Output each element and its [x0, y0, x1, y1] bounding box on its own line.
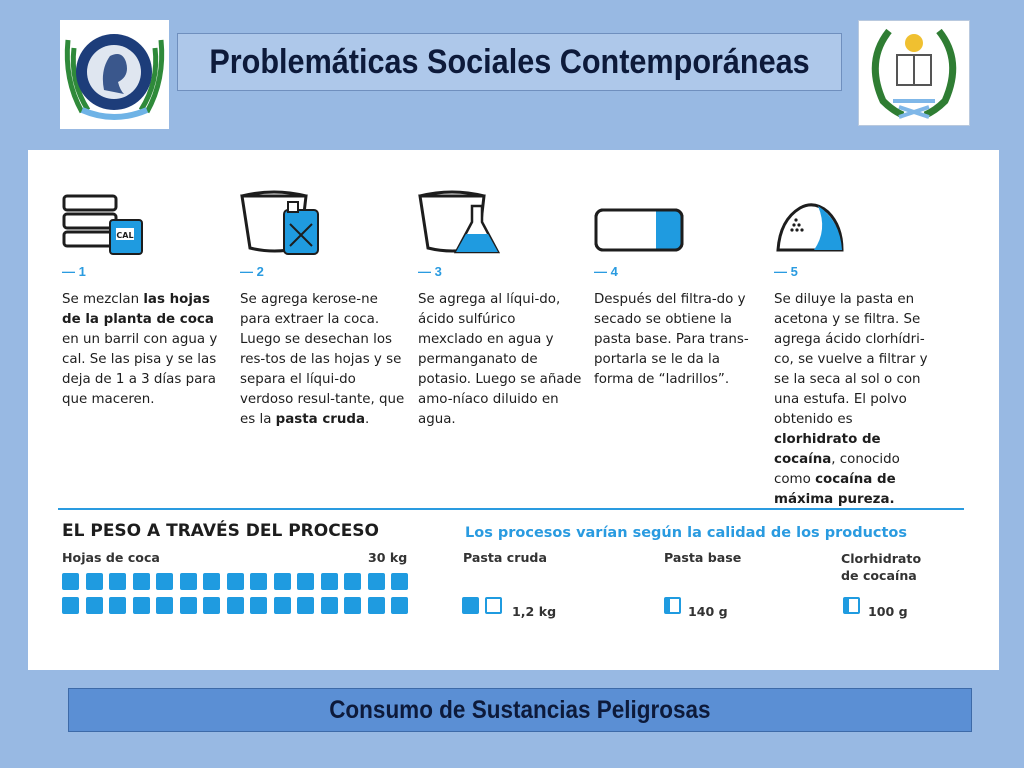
weight-square	[227, 573, 244, 590]
section-divider	[58, 508, 964, 510]
processes-section-title: Los procesos varían según la calidad de los productos	[465, 525, 908, 541]
step-number: — 3	[418, 264, 442, 279]
product-value-clorhidrato: 100 g	[868, 604, 908, 619]
weight-square	[321, 597, 338, 614]
weight-square	[203, 597, 220, 614]
weight-square	[156, 597, 173, 614]
weight-square	[297, 597, 314, 614]
weight-square	[321, 573, 338, 590]
weight-square	[274, 597, 291, 614]
step-description: Se diluye la pasta en acetona y se filtra. Se agrega ácido clorhídri-co, se vuelve a filtrar y se la seca al sol o con una estufa. El polvo obtenido es clorhidrato de cocaína, conocido como cocaína de máxima pureza.	[774, 292, 928, 507]
product-square	[485, 597, 502, 614]
product-square	[843, 597, 860, 614]
powder-pile-icon	[774, 190, 864, 260]
weight-square	[62, 597, 79, 614]
step-description: Después del filtra-do y secado se obtiene la pasta base. Para trans-portarla se le da la forma de “ladrillos”.	[594, 292, 749, 387]
product-value-pasta-cruda: 1,2 kg	[512, 604, 557, 619]
step-description: Se mezclan las hojas de la planta de coca en un barril con agua y cal. Se las pisa y se las deja de 1 a 3 días para que maceren.	[62, 292, 218, 407]
step-description: Se agrega kerose-ne para extraer la coca. Luego se desechan los res-tos de las hojas y se separa el líqui-do verdoso resul-tante, que es la pasta cruda.	[240, 292, 405, 427]
institute-logo	[60, 20, 169, 129]
product-square	[664, 597, 681, 614]
product-label-pasta-cruda: Pasta cruda	[463, 550, 547, 565]
weight-square	[344, 573, 361, 590]
footer-title: Consumo de Sustancias Peligrosas	[329, 695, 711, 724]
weight-square	[133, 597, 150, 614]
weight-square	[109, 573, 126, 590]
weight-square	[391, 573, 408, 590]
weight-square	[250, 573, 267, 590]
step-number: — 2	[240, 264, 264, 279]
product-square	[462, 597, 479, 614]
weight-square	[156, 573, 173, 590]
product-label-pasta-base: Pasta base	[664, 550, 742, 565]
weight-square	[86, 573, 103, 590]
step-number: — 1	[62, 264, 86, 279]
product-value-pasta-base: 140 g	[688, 604, 728, 619]
weight-square	[368, 573, 385, 590]
weight-square	[227, 597, 244, 614]
weight-square	[180, 573, 197, 590]
emblem-logo	[858, 20, 970, 126]
brick-icon	[594, 190, 684, 260]
weight-square	[133, 573, 150, 590]
leaves-label: Hojas de coca	[62, 550, 160, 565]
weight-square	[109, 597, 126, 614]
page-title: Problemáticas Sociales Contemporáneas	[209, 42, 810, 81]
bucket-with-flask-icon	[418, 190, 508, 260]
weight-square	[250, 597, 267, 614]
leaves-value: 30 kg	[368, 550, 408, 565]
weight-section-title: EL PESO A TRAVÉS DEL PROCESO	[62, 521, 380, 541]
step-description: Se agrega al líqui-do, ácido sulfúrico mexclado en agua y permanganato de potasio. Luego se añade amo-níaco diluido en agua.	[418, 292, 582, 427]
weight-square	[297, 573, 314, 590]
svg-text:CAL: CAL	[116, 231, 134, 240]
weight-square	[62, 573, 79, 590]
weight-square	[180, 597, 197, 614]
product-label-clorhidrato: Clorhidrato de cocaína	[841, 551, 922, 583]
weight-square	[344, 597, 361, 614]
step-number: — 5	[774, 264, 798, 279]
page-title-box	[177, 33, 842, 91]
bucket-with-jerrycan-icon	[240, 190, 330, 260]
weight-square	[203, 573, 220, 590]
barrels-with-cal-bag-icon	[62, 190, 152, 260]
weight-square	[274, 573, 291, 590]
infographic-panel	[28, 150, 999, 670]
footer-box	[68, 688, 972, 732]
weight-square	[391, 597, 408, 614]
step-number: — 4	[594, 264, 618, 279]
weight-square	[86, 597, 103, 614]
weight-square	[368, 597, 385, 614]
